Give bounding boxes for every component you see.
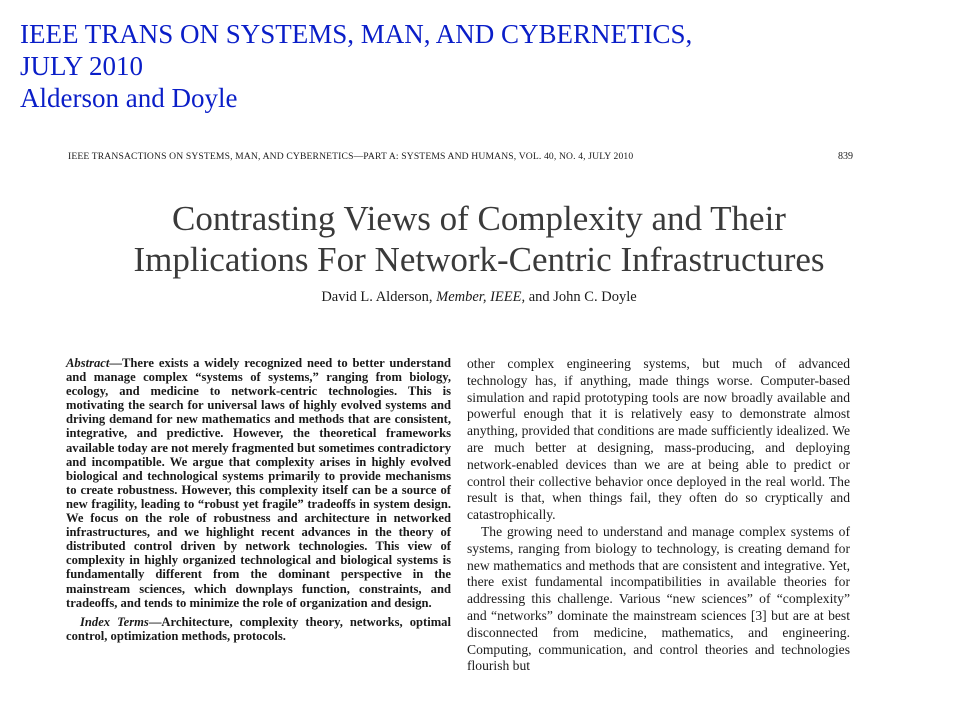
right-paragraph-2: The growing need to understand and manage complex systems of systems, ranging from biology to technology, is creating demand for new mathematics and methods that are consistent and integrative. Yet, there exist fundamental incompatibilities in available theories for addressing this challenge. Various “new sciences” of “complexity” and “networks” dominate the mainstream sciences [3] but are at best disconnected from medicine, mathematics, and engineering. Computing, communication, and control theories and technologies flourish but — [467, 523, 850, 674]
running-head: IEEE TRANSACTIONS ON SYSTEMS, MAN, AND CYBERNETICS—PART A: SYSTEMS AND HUMANS, VOL. 40, NO. 4, JULY 2010 — [68, 151, 634, 162]
author-2: and John C. Doyle — [528, 289, 637, 305]
index-terms — [66, 615, 451, 643]
slide-title-line-1: IEEE TRANS ON SYSTEMS, MAN, AND CYBERNETICS, — [20, 19, 693, 49]
paper-title-line-1: Contrasting Views of Complexity and Their — [172, 199, 786, 238]
page-number: 839 — [838, 151, 853, 162]
author-1-role: Member, IEEE, — [436, 289, 526, 305]
abstract-text: —There exists a widely recognized need to better understand and manage complex “systems of systems,” ranging from biology, ecology, and medicine to network-centric technologies. This is motivating the search for universal laws of highly evolved systems and driving demand for new mathematics and methods that are consistent, integrative, and predictive. However, the theoretical frameworks available today are not merely fragmented but sometimes contradictory and incompatible. We argue that complexity arises in highly evolved biological and technological systems primarily to provide mechanisms to create robustness. However, this complexity itself can be a source of new fragility, leading to “robust yet fragile” tradeoffs in system design. We focus on the role of robustness and architecture in networked infrastructures, and we highlight recent advances in the theory of distributed control driven by network technologies. This view of complexity in highly organized technological and biological systems is fundamentally different from the dominant perspective in the mainstream sciences, which downplays function, constraints, and tradeoffs, and tends to minimize the role of organization and design. — [66, 356, 451, 610]
slide-authors: Alderson and Doyle — [20, 83, 238, 113]
right-column — [467, 356, 850, 675]
paper-authors — [60, 289, 898, 306]
paper-title-line-2: Implications For Network-Centric Infrastructures — [133, 240, 825, 279]
paper-title — [60, 198, 898, 280]
author-1: David L. Alderson, — [321, 289, 433, 305]
abstract — [66, 356, 451, 610]
index-terms-label: Index Terms — [80, 614, 149, 629]
abstract-label: Abstract — [66, 356, 110, 370]
right-paragraph-1: other complex engineering systems, but much of advanced technology has, if anything, made things worse. Computer-based simulation and rapid prototyping tools are now broadly available and powerful enough that it is relatively easy to demonstrate almost anything, provided that conditions are made sufficiently idealized. We are much better at designing, mass-producing, and deploying network-enabled devices than we are at being able to predict or control their collective behavior once deployed in the real world. The result is that, when things fail, they often do so cryptically and catastrophically. — [467, 356, 850, 523]
index-terms-text: —Architecture, complexity theory, networks, optimal control, optimization methods, protocols. — [66, 614, 451, 643]
slide-title-line-2: JULY 2010 — [20, 51, 144, 81]
left-column — [66, 356, 451, 643]
